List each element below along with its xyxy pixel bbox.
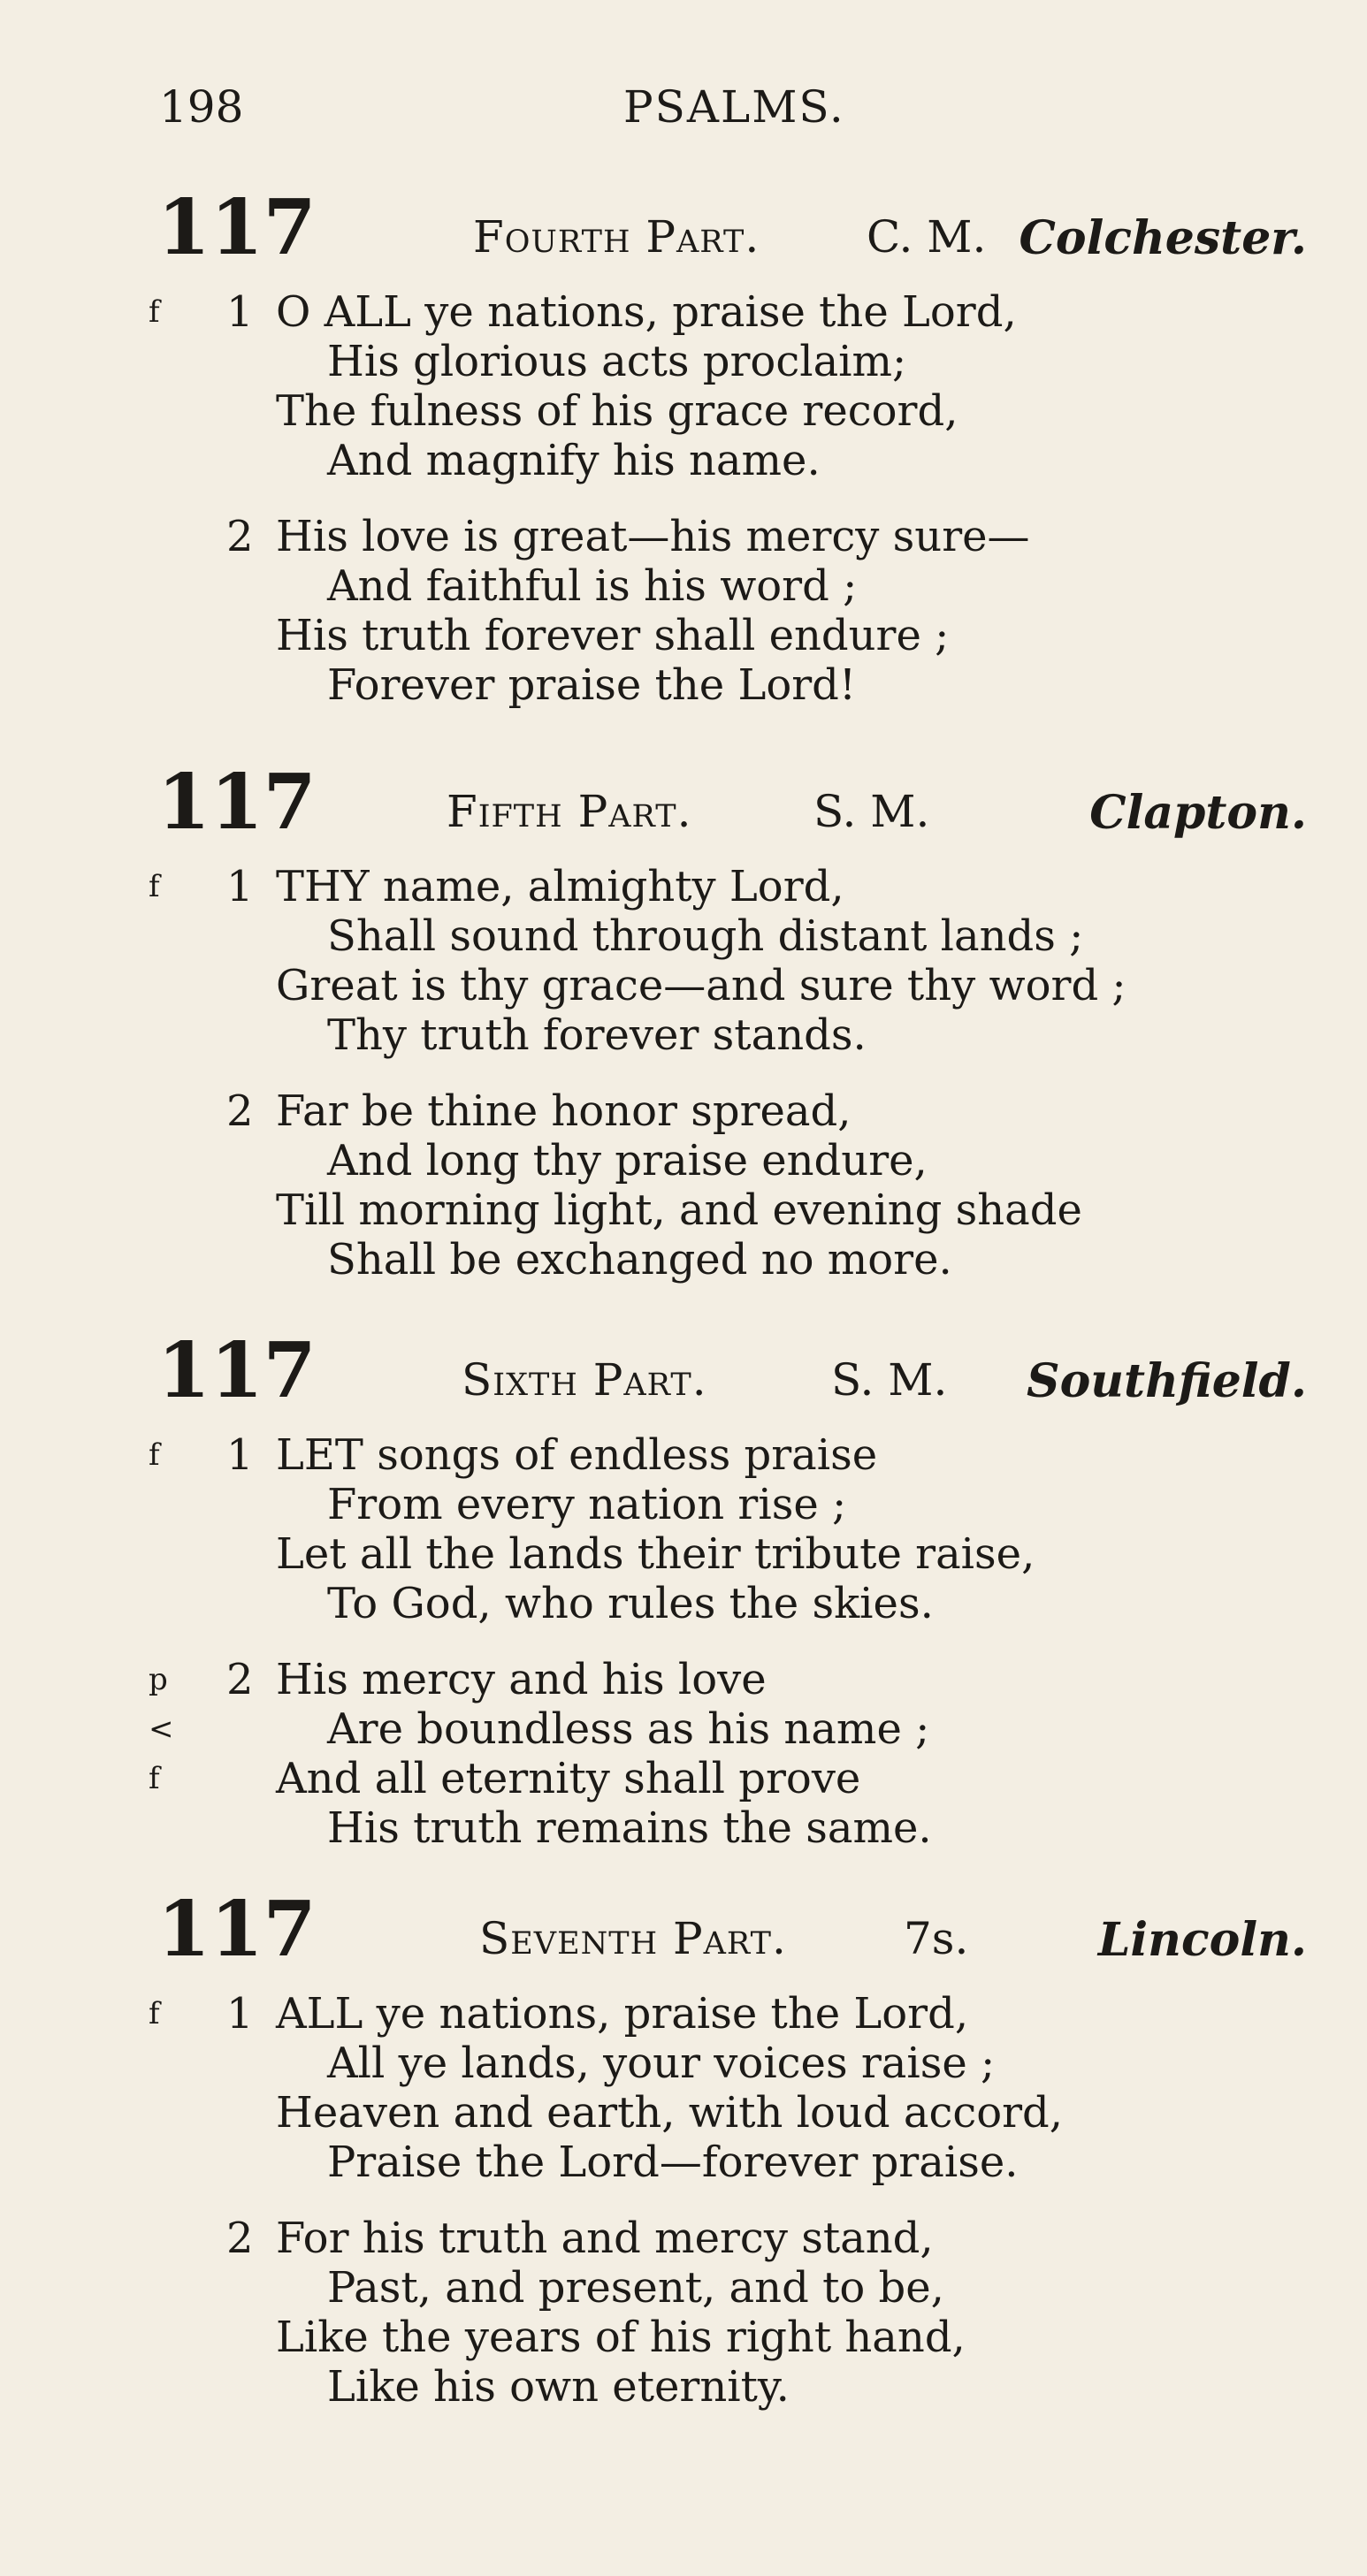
dynamic-marking: f: [149, 1437, 160, 1473]
verse: [0, 1430, 1367, 1628]
verse-line: [0, 961, 1367, 1010]
tune-name: Southfield.: [1027, 1354, 1307, 1408]
line-text: LET songs of endless praise: [276, 1430, 878, 1480]
line-text: All ye lands, your voices raise ;: [327, 2039, 996, 2088]
hymn-header: [0, 758, 1367, 862]
verse-line: [0, 337, 1367, 386]
hymn: [0, 1326, 1367, 1879]
line-text: Shall sound through distant lands ;: [327, 911, 1084, 961]
line-text: And magnify his name.: [327, 436, 821, 485]
verse-line: [0, 1579, 1367, 1628]
line-text: Are boundless as his name ;: [327, 1704, 930, 1754]
dynamic-marking: p: [149, 1662, 168, 1697]
verse-line: [0, 611, 1367, 660]
line-text: His glorious acts proclaim;: [327, 337, 907, 386]
verse-line: [0, 1754, 1367, 1803]
verse-line: [0, 862, 1367, 911]
hymn: [0, 183, 1367, 736]
verse-line: [0, 1480, 1367, 1529]
verse-number: 2: [226, 1655, 254, 1704]
verse-line: [0, 2138, 1367, 2187]
verse-number: 2: [226, 512, 254, 561]
line-text: And faithful is his word ;: [327, 561, 858, 611]
hymn-header: [0, 1885, 1367, 1989]
dynamic-marking: f: [149, 869, 160, 904]
line-text: Praise the Lord—forever praise.: [327, 2138, 1019, 2187]
verse-line: [0, 1136, 1367, 1185]
verse-number: 1: [226, 1430, 254, 1480]
hymn-number: 117: [157, 183, 317, 272]
verse-line: [0, 386, 1367, 436]
line-text: Thy truth forever stands.: [327, 1010, 867, 1060]
verse: [0, 1655, 1367, 1853]
tune-name: Lincoln.: [1097, 1913, 1307, 1967]
verse-line: [0, 1185, 1367, 1235]
line-text: Past, and present, and to be,: [327, 2263, 944, 2313]
verse-number: 2: [226, 1086, 254, 1136]
hymn-header: [0, 1326, 1367, 1430]
hymn-number: 117: [157, 1326, 317, 1415]
verse-line: [0, 287, 1367, 337]
verse-line: [0, 1086, 1367, 1136]
hymn-number: 117: [157, 1885, 317, 1974]
verse-line: [0, 2039, 1367, 2088]
verse-line: [0, 2313, 1367, 2362]
line-text: For his truth and mercy stand,: [276, 2214, 934, 2263]
verse: [0, 512, 1367, 710]
part-label: Fourth Part.: [473, 211, 760, 263]
tune-name: Clapton.: [1089, 786, 1307, 840]
verse-line: [0, 1235, 1367, 1284]
verse: [0, 862, 1367, 1060]
line-text: Shall be exchanged no more.: [327, 1235, 952, 1284]
running-head: [159, 81, 1309, 143]
verse: [0, 1989, 1367, 2187]
line-text: O ALL ye nations, praise the Lord,: [276, 287, 1017, 337]
verse-line: [0, 911, 1367, 961]
line-text: His truth remains the same.: [327, 1803, 932, 1853]
line-text: His truth forever shall endure ;: [276, 611, 950, 660]
dynamic-marking: f: [149, 1761, 160, 1796]
tune-name: Colchester.: [1019, 211, 1307, 265]
verse-line: [0, 561, 1367, 611]
verse: [0, 1086, 1367, 1284]
line-text: And all eternity shall prove: [276, 1754, 861, 1803]
verse-line: [0, 1803, 1367, 1853]
verse-line: [0, 1529, 1367, 1579]
line-text: The fulness of his grace record,: [276, 386, 958, 436]
dynamic-marking: f: [149, 294, 160, 330]
hymn: [0, 1885, 1367, 2438]
hymn-header: [0, 183, 1367, 287]
hymn-number: 117: [157, 758, 317, 847]
verse: [0, 2214, 1367, 2412]
line-text: Let all the lands their tribute raise,: [276, 1529, 1035, 1579]
line-text: Till morning light, and evening shade: [276, 1185, 1082, 1235]
part-label: Seventh Part.: [479, 1913, 787, 1964]
verse-number: 1: [226, 287, 254, 337]
verse-line: [0, 1010, 1367, 1060]
verse-line: [0, 2362, 1367, 2412]
dynamic-marking: <: [149, 1711, 174, 1747]
line-text: Like his own eternity.: [327, 2362, 790, 2412]
running-title: PSALMS.: [623, 81, 845, 133]
line-text: From every nation rise ;: [327, 1480, 847, 1529]
meter-label: S. M.: [831, 1354, 948, 1406]
meter-label: S. M.: [813, 786, 930, 837]
part-label: Fifth Part.: [447, 786, 692, 837]
verse-line: [0, 1989, 1367, 2039]
verse-line: [0, 2263, 1367, 2313]
verse-line: [0, 2214, 1367, 2263]
verse-line: [0, 1430, 1367, 1480]
line-text: Like the years of his right hand,: [276, 2313, 966, 2362]
verse-line: [0, 660, 1367, 710]
line-text: Heaven and earth, with loud accord,: [276, 2088, 1064, 2138]
verse-line: [0, 2088, 1367, 2138]
hymn: [0, 758, 1367, 1311]
line-text: And long thy praise endure,: [327, 1136, 928, 1185]
line-text: His love is great—his mercy sure—: [276, 512, 1030, 561]
page-number: 198: [159, 81, 244, 133]
verse-number: 1: [226, 1989, 254, 2039]
part-label: Sixth Part.: [462, 1354, 707, 1406]
line-text: His mercy and his love: [276, 1655, 767, 1704]
verse-line: [0, 1655, 1367, 1704]
verse-number: 1: [226, 862, 254, 911]
line-text: Forever praise the Lord!: [327, 660, 857, 710]
verse-line: [0, 1704, 1367, 1754]
line-text: ALL ye nations, praise the Lord,: [276, 1989, 969, 2039]
verse-line: [0, 512, 1367, 561]
dynamic-marking: f: [149, 1996, 160, 2031]
verse-line: [0, 436, 1367, 485]
meter-label: C. M.: [867, 211, 987, 263]
line-text: Great is thy grace—and sure thy word ;: [276, 961, 1126, 1010]
verse: [0, 287, 1367, 485]
meter-label: 7s.: [904, 1913, 969, 1964]
verse-number: 2: [226, 2214, 254, 2263]
line-text: To God, who rules the skies.: [327, 1579, 934, 1628]
line-text: THY name, almighty Lord,: [276, 862, 844, 911]
line-text: Far be thine honor spread,: [276, 1086, 852, 1136]
